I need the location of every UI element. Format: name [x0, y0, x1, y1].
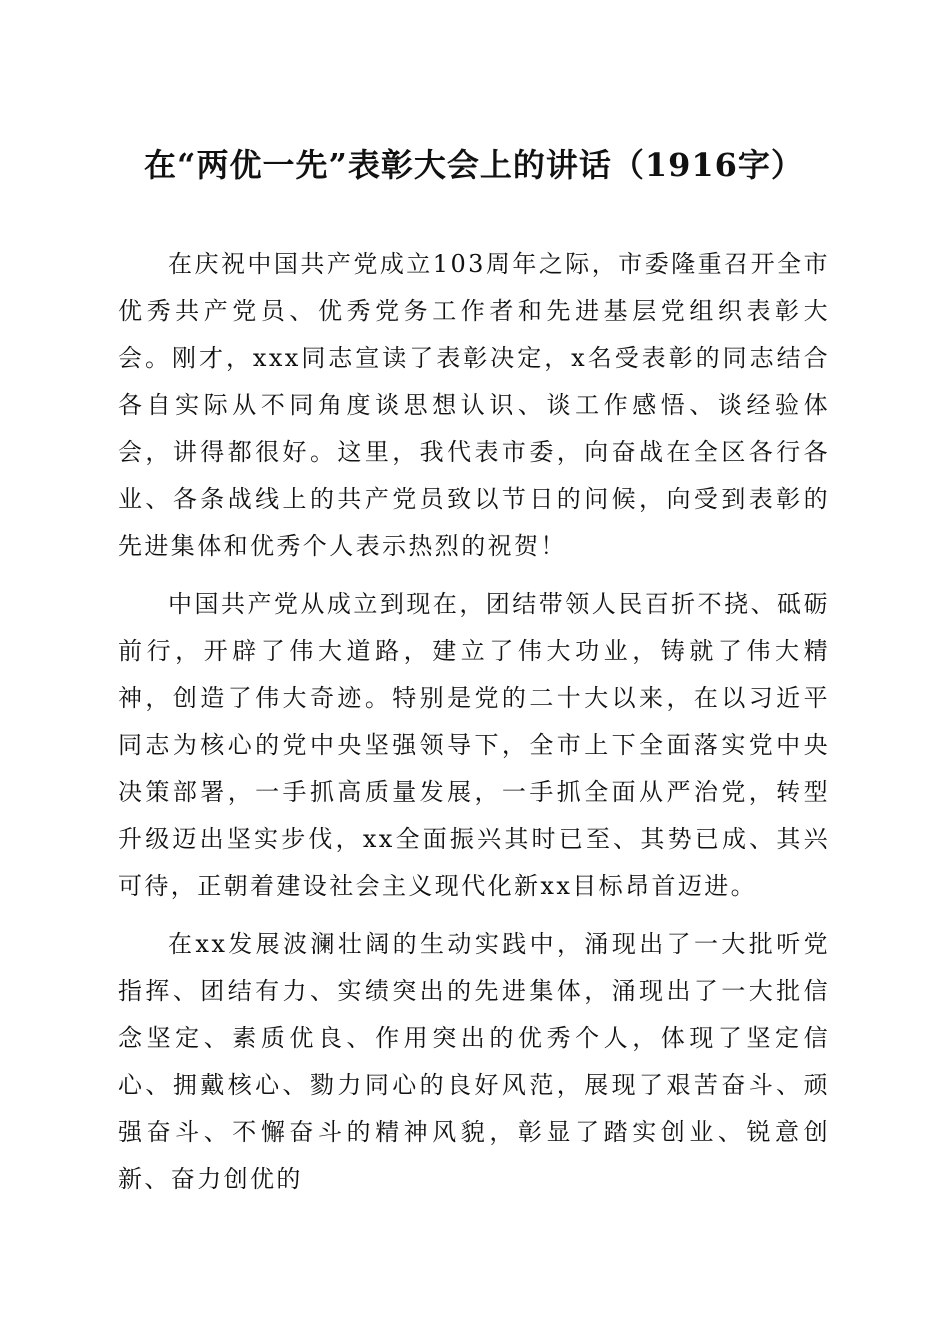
paragraph-2: 中国共产党从成立到现在，团结带领人民百折不挠、砥砺前行，开辟了伟大道路，建立了伟大功业，铸就了伟大精神，创造了伟大奇迹。特别是党的二十大以来，在以习近平同志为核心的党中央坚强领导下，全市上下全面落实党中央决策部署，一手抓高质量发展，一手抓全面从严治党，转型升级迈出坚实步伐，xx全面振兴其时已至、其势已成、其兴可待，正朝着建设社会主义现代化新xx目标昂首迈进。 [118, 590, 830, 900]
paragraph-1: 在庆祝中国共产党成立103周年之际，市委隆重召开全市优秀共产党员、优秀党务工作者和先进基层党组织表彰大会。刚才，xxx同志宣读了表彰决定，x名受表彰的同志结合各自实际从不同角度谈思想认识、谈工作感悟、谈经验体会，讲得都很好。这里，我代表市委，向奋战在全区各行各业、各条战线上的共产党员致以节日的问候，向受到表彰的先进集体和优秀个人表示热烈的祝贺！ [118, 250, 830, 560]
document-title: 在“两优一先”表彰大会上的讲话（1916字） [144, 146, 804, 184]
paragraph-3: 在xx发展波澜壮阔的生动实践中，涌现出了一大批听党指挥、团结有力、实绩突出的先进集体，涌现出了一大批信念坚定、素质优良、作用突出的优秀个人，体现了坚定信心、拥戴核心、勠力同心的良好风范，展现了艰苦奋斗、顽强奋斗、不懈奋斗的精神风貌，彰显了踏实创业、锐意创新、奋力创优的 [118, 930, 830, 1193]
document-body [118, 241, 830, 1214]
